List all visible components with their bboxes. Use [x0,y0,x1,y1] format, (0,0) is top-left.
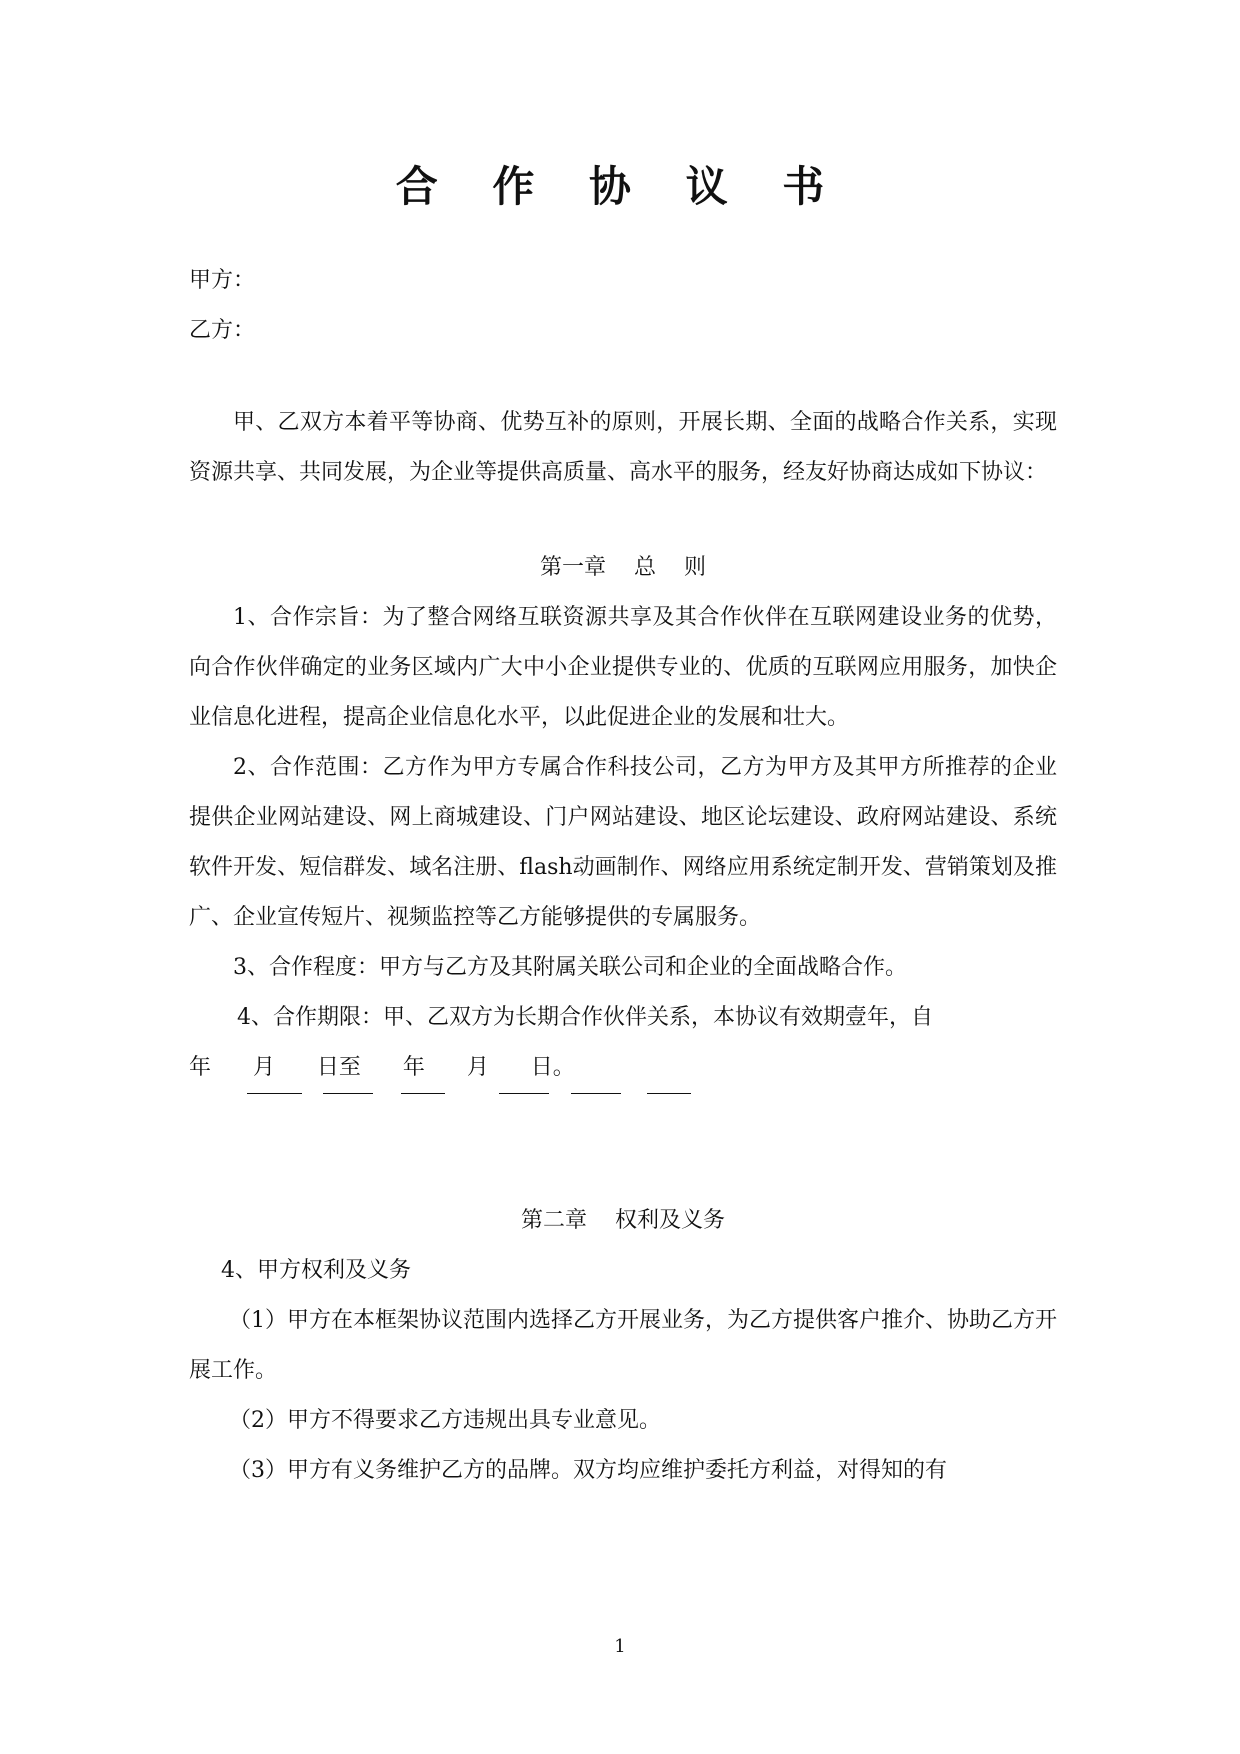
clause-1-purpose: 1、合作宗旨：为了整合网络互联资源共享及其合作伙伴在互联网建设业务的优势，向合作伙伴确定的业务区域内广大中小企业提供专业的、优质的互联网应用服务，加快企业信息化进程，提高企业信息化水平，以此促进企业的发展和壮大。 [189,605,1057,730]
party-a-label: 甲方： [189,268,256,293]
date-blank-line [247,1093,302,1094]
party-a-duty-2: （2）甲方不得要求乙方违规出具专业意见。 [229,1408,661,1433]
page-number: 1 [614,1636,626,1657]
document-body [189,256,1057,1496]
chapter-2-heading: 第二章 权利及义务 [521,1208,725,1233]
party-b-label: 乙方： [189,318,256,343]
clause-4-term: 4、合作期限：甲、乙双方为长期合作伙伴关系，本协议有效期壹年，自 [237,1005,933,1030]
intro-paragraph: 甲、乙双方本着平等协商、优势互补的原则，开展长期、全面的战略合作关系，实现资源共享、共同发展，为企业等提供高质量、高水平的服务，经友好协商达成如下协议： [189,410,1057,485]
date-blank-line [323,1093,373,1094]
clause-3-degree: 3、合作程度：甲方与乙方及其附属关联公司和企业的全面战略合作。 [233,955,907,980]
spacer [189,498,1057,543]
date-blank-line [571,1093,621,1094]
clause-2-scope: 2、合作范围：乙方作为甲方专属合作科技公司，乙方为甲方及其甲方所推荐的企业提供企业网站建设、网上商城建设、门户网站建设、地区论坛建设、政府网站建设、系统软件开发、短信群发、域名注册、flash动画制作、网络应用系统定制开发、营销策划及推广、企业宣传短片、视频监控等乙方能够提供的专属服务。 [189,755,1057,930]
date-blank-line [401,1093,445,1094]
spacer [189,1115,1057,1196]
party-a-duty-1: （1）甲方在本框架协议范围内选择乙方开展业务，为乙方提供客户推介、协助乙方开展工作。 [189,1308,1057,1383]
date-blank-line [499,1093,549,1094]
section-4-heading: 4、甲方权利及义务 [221,1258,411,1283]
date-blank-line [647,1093,691,1094]
spacer [189,356,1057,398]
document-title: 合 作 协 议 书 [395,162,845,211]
date-blank-underlines [189,1093,1057,1115]
clause-4-date-range: 年 月 日至 年 月 日。 [189,1055,575,1080]
party-a-duty-3: （3）甲方有义务维护乙方的品牌。双方均应维护委托方利益，对得知的有 [229,1458,947,1483]
chapter-1-heading: 第一章 总 则 [540,555,706,580]
